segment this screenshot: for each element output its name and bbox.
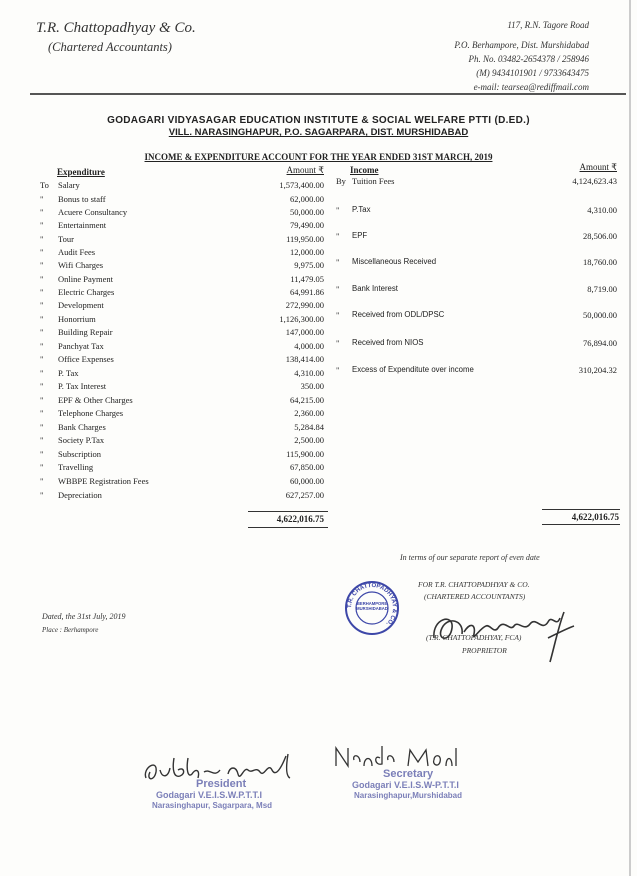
expenditure-item-amount: 50,000.00 (290, 207, 324, 217)
expenditure-row (0, 475, 637, 487)
expenditure-item-name: Acuere Consultancy (58, 207, 128, 217)
expenditure-header: Expenditure (57, 167, 105, 177)
row-prefix: " (40, 462, 44, 472)
expenditure-item-amount: 62,000.00 (290, 194, 324, 204)
secretary-org: Godagari V.E.I.S.W-P.T.T.I (352, 780, 459, 790)
row-prefix: " (40, 260, 44, 270)
income-row (0, 309, 637, 321)
row-prefix: " (336, 365, 340, 375)
expenditure-item-amount: 4,310.00 (294, 368, 324, 378)
income-item-name: EPF (352, 231, 368, 240)
row-prefix: " (336, 231, 340, 241)
expenditure-item-name: Audit Fees (58, 247, 96, 257)
row-prefix: " (336, 205, 340, 215)
seal-ring-text: T.R. CHATTOPADHYAY & CO. (346, 582, 398, 627)
page-edge (629, 0, 631, 876)
row-prefix: " (40, 490, 44, 500)
row-prefix: " (40, 408, 44, 418)
firm-for: FOR T.R. CHATTOPADHYAY & CO. (418, 580, 530, 589)
signatory-role: PROPRIETOR (462, 646, 507, 655)
income-item-amount: 310,204.32 (578, 365, 617, 375)
row-prefix: " (336, 284, 340, 294)
expenditure-item-amount: 138,414.00 (285, 354, 324, 364)
expenditure-item-name: Online Payment (58, 274, 114, 284)
signatory-name: (T.R. CHATTOPADHYAY, FCA) (426, 633, 522, 642)
income-row (0, 337, 637, 349)
address-line: Ph. No. 03482-2654378 / 258946 (468, 54, 589, 64)
row-prefix: " (40, 274, 44, 284)
expenditure-item-amount: 350.00 (300, 381, 324, 391)
place-text: Place : Berhampore (42, 626, 99, 634)
income-row (0, 364, 637, 376)
expenditure-item-amount: 4,000.00 (294, 341, 324, 351)
row-prefix: By (336, 176, 346, 186)
expenditure-item-amount: 115,900.00 (286, 449, 324, 459)
total-income: 4,622,016.75 (571, 512, 619, 522)
expenditure-row (0, 421, 637, 433)
expenditure-item-amount: 119,950.00 (286, 234, 324, 244)
expenditure-item-name: P. Tax (58, 368, 79, 378)
expenditure-row (0, 407, 637, 419)
income-item-name: Bank Interest (352, 284, 398, 293)
row-prefix: " (40, 220, 44, 230)
row-prefix: " (40, 449, 44, 459)
row-prefix: " (40, 207, 44, 217)
firm-subtitle: (Chartered Accountants) (48, 40, 172, 54)
expenditure-item-name: Entertainment (58, 220, 107, 230)
expenditure-item-amount: 5,284.84 (294, 422, 324, 432)
income-row (0, 230, 637, 242)
row-prefix: " (40, 381, 44, 391)
income-row (0, 283, 637, 295)
row-prefix: " (40, 341, 44, 351)
expenditure-item-name: Building Repair (58, 327, 113, 337)
income-item-amount: 50,000.00 (583, 310, 617, 320)
firm-name: T.R. Chattopadhyay & Co. (36, 20, 196, 36)
income-item-amount: 18,760.00 (583, 257, 617, 267)
address-line: P.O. Berhampore, Dist. Murshidabad (454, 40, 589, 50)
total-rule (542, 509, 620, 510)
income-header: Income (350, 165, 379, 175)
expenditure-row (0, 489, 637, 501)
institution-address: VILL. NARASINGHAPUR, P.O. SAGARPARA, DIST. MURSHIDABAD (168, 127, 469, 138)
expenditure-item-name: Salary (58, 180, 80, 190)
income-item-name: Excess of Expenditute over income (352, 365, 474, 374)
expenditure-item-amount: 11,479.05 (290, 274, 324, 284)
expenditure-item-amount: 272,990.00 (285, 300, 324, 310)
secretary-title: Secretary (383, 768, 434, 780)
seal-center-text: BERHAMPORE MURSHIDABAD (356, 601, 388, 611)
president-org: Godagari V.E.I.S.W.P.T.T.I (156, 790, 263, 800)
income-item-name: Miscellaneous Received (352, 257, 437, 266)
row-prefix: " (40, 327, 44, 337)
expenditure-item-name: Bank Charges (58, 422, 106, 432)
expenditure-item-amount: 2,500.00 (294, 435, 324, 445)
income-row (0, 256, 637, 268)
expenditure-item-name: P. Tax Interest (58, 381, 107, 391)
expenditure-item-amount: 12,000.00 (290, 247, 324, 257)
expenditure-row (0, 380, 637, 392)
firm-chartered: (CHARTERED ACCOUNTANTS) (424, 592, 526, 601)
income-item-amount: 28,506.00 (583, 231, 617, 241)
president-title: President (196, 778, 247, 790)
total-expenditure: 4,622,016.75 (276, 514, 324, 524)
expenditure-item-name: Subscription (58, 449, 101, 459)
total-rule (542, 524, 620, 525)
expenditure-item-name: Telephone Charges (58, 408, 124, 418)
row-prefix: " (40, 395, 44, 405)
income-item-amount: 8,719.00 (587, 284, 617, 294)
letterhead-divider (30, 93, 626, 95)
expenditure-item-name: Wifi Charges (58, 260, 104, 270)
secretary-signature-icon (330, 738, 460, 772)
expenditure-item-name: WBBPE Registration Fees (58, 476, 149, 486)
institution-name: GODAGARI VIDYASAGAR EDUCATION INSTITUTE & SOCIAL WELFARE PTTI (D.ED.) (107, 115, 530, 126)
row-prefix: " (40, 194, 44, 204)
row-prefix: To (40, 180, 49, 190)
row-prefix: " (40, 314, 44, 324)
report-note: In terms of our separate report of even date (400, 553, 540, 562)
expenditure-item-name: Tour (58, 234, 74, 244)
dated-text: Dated, the 31st July, 2019 (42, 612, 126, 621)
expenditure-item-name: Office Expenses (58, 354, 114, 364)
statement-title: INCOME & EXPENDITURE ACCOUNT FOR THE YEAR ENDED 31ST MARCH, 2019 (144, 152, 493, 162)
expenditure-item-name: Honorrium (58, 314, 96, 324)
expenditure-item-name: EPF & Other Charges (58, 395, 133, 405)
income-item-amount: 4,124,623.43 (572, 176, 617, 186)
expenditure-item-name: Panchyat Tax (58, 341, 104, 351)
expenditure-row (0, 448, 637, 460)
secretary-address: Narasinghapur,Murshidabad (354, 791, 463, 800)
expenditure-item-amount: 9,975.00 (294, 260, 324, 270)
row-prefix: " (40, 247, 44, 257)
income-row (0, 175, 637, 187)
president-address: Narasinghapur, Sagarpara, Msd (152, 801, 273, 810)
row-prefix: " (40, 368, 44, 378)
income-item-amount: 4,310.00 (587, 205, 617, 215)
expenditure-item-amount: 79,490.00 (290, 220, 324, 230)
income-row (0, 204, 637, 216)
expenditure-item-name: Depreciation (58, 490, 102, 500)
total-rule (248, 511, 328, 512)
expenditure-row (0, 394, 637, 406)
expenditure-item-name: Electric Charges (58, 287, 115, 297)
row-prefix: " (40, 354, 44, 364)
expenditure-item-amount: 64,215.00 (290, 395, 324, 405)
row-prefix: " (40, 287, 44, 297)
expenditure-amount-header: Amount ₹ (286, 165, 324, 175)
income-amount-header: Amount ₹ (579, 162, 617, 172)
row-prefix: " (336, 338, 340, 348)
expenditure-item-amount: 1,573,400.00 (279, 180, 324, 190)
row-prefix: " (40, 476, 44, 486)
expenditure-item-amount: 67,850.00 (290, 462, 324, 472)
income-item-amount: 76,894.00 (583, 338, 617, 348)
total-rule (248, 527, 328, 528)
expenditure-item-amount: 60,000.00 (290, 476, 324, 486)
address-line: 117, R.N. Tagore Road (507, 20, 589, 30)
row-prefix: " (40, 435, 44, 445)
income-item-name: Received from ODL/DPSC (352, 310, 445, 319)
expenditure-item-amount: 1,126,300.00 (279, 314, 324, 324)
row-prefix: " (40, 234, 44, 244)
expenditure-item-amount: 627,257.00 (285, 490, 324, 500)
row-prefix: " (336, 257, 340, 267)
row-prefix: " (336, 310, 340, 320)
expenditure-row (0, 461, 637, 473)
expenditure-item-name: Society P.Tax (58, 435, 105, 445)
row-prefix: " (40, 300, 44, 310)
auditor-signature-icon (424, 598, 584, 668)
expenditure-item-name: Development (58, 300, 104, 310)
income-item-name: Tuition Fees (352, 176, 395, 186)
row-prefix: " (40, 422, 44, 432)
address-line: e-mail: tearsea@rediffmail.com (473, 82, 589, 92)
address-line: (M) 9434101901 / 9733643475 (476, 68, 589, 78)
expenditure-item-amount: 64,991.86 (290, 287, 324, 297)
income-item-name: Received from NIOS (352, 338, 424, 347)
expenditure-item-name: Bonus to staff (58, 194, 106, 204)
expenditure-item-amount: 147,000.00 (285, 327, 324, 337)
income-item-name: P.Tax (352, 205, 371, 214)
expenditure-row (0, 434, 637, 446)
expenditure-item-amount: 2,360.00 (294, 408, 324, 418)
expenditure-item-name: Travelling (58, 462, 94, 472)
